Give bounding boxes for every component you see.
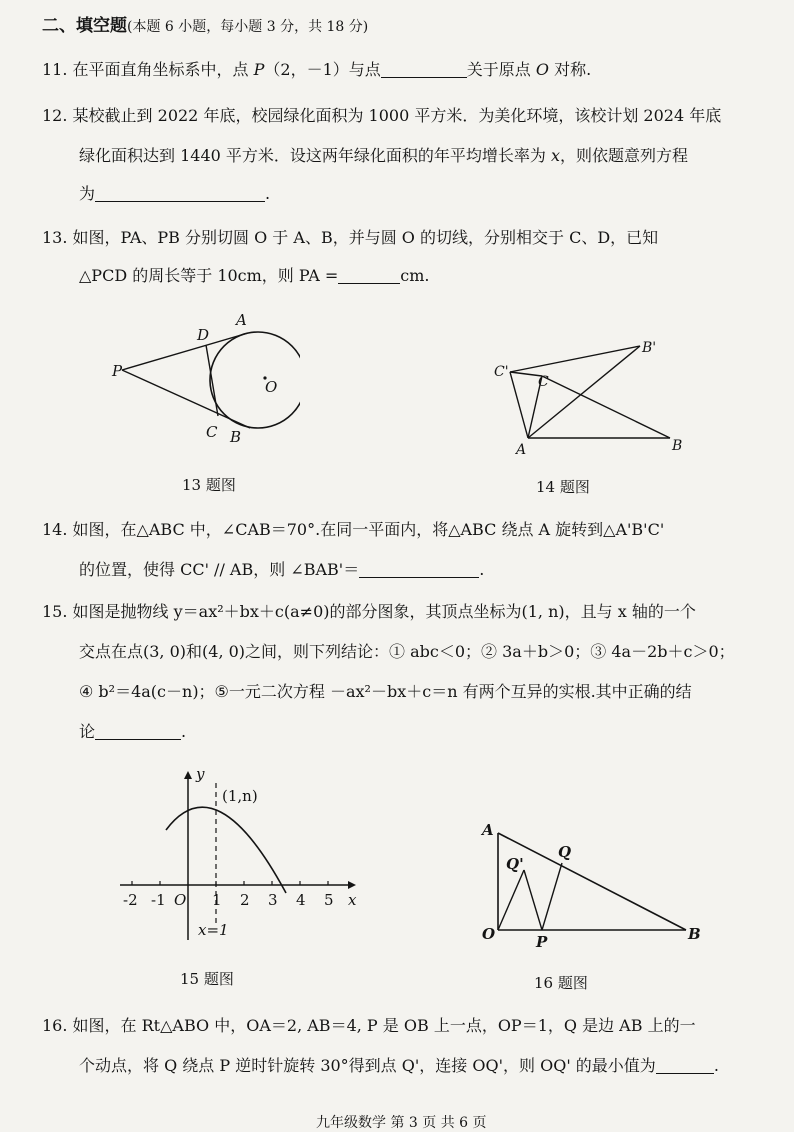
q12-answer-blank[interactable] xyxy=(95,187,265,202)
x-tick-label: 5 xyxy=(324,891,334,909)
parabola-curve xyxy=(166,807,286,893)
x-tick-label: 3 xyxy=(268,891,278,909)
x-tick-label: 1 xyxy=(212,891,222,909)
q16-line-2a: 个动点，将 Q 绕点 P 逆时针旋转 30°得到点 Q'，连接 OQ'，则 OQ' 的最小值为 xyxy=(79,1056,656,1075)
vertex-label: (1,n) xyxy=(222,787,258,805)
x-tick-label: 4 xyxy=(296,891,306,909)
page-footer: 九年级数学 第 3 页 共 6 页 xyxy=(316,1115,487,1131)
question-12-line-2 xyxy=(79,146,688,166)
segment-c1b1 xyxy=(510,346,640,372)
q11-text-c: 关于原点 xyxy=(466,60,536,79)
q13-line-2a: △PCD 的周长等于 10cm，则 PA = xyxy=(79,266,339,285)
q11-text-a: 在平面直角坐标系中，点 xyxy=(72,60,254,79)
figure-16-caption: 16 题图 xyxy=(534,974,588,992)
figure-16 xyxy=(476,815,716,955)
section-title xyxy=(42,16,368,37)
q16-line-1: 如图，在 Rt△ABO 中，OA＝2, AB＝4, P 是 OB 上一点，OP＝1，Q 是边 AB 上的一 xyxy=(72,1016,696,1035)
section-note: (本题 6 小题，每小题 3 分，共 18 分) xyxy=(127,19,369,35)
segment-oq1 xyxy=(498,870,524,930)
segment-ab1 xyxy=(528,346,640,438)
q15-number: 15. xyxy=(42,602,68,621)
origin-label: O xyxy=(174,891,187,909)
question-12-line-1 xyxy=(42,106,721,126)
x-tick-label: 2 xyxy=(240,891,250,909)
x-tick-label: -2 xyxy=(123,891,138,909)
q14-line-2b: . xyxy=(479,560,485,579)
q16-number: 16. xyxy=(42,1016,68,1035)
question-14-line-2 xyxy=(79,560,484,580)
x-axis-arrow-icon xyxy=(348,881,356,889)
q15-line-4b: . xyxy=(181,722,187,741)
figure-15-caption: 15 题图 xyxy=(180,970,234,988)
figure-15 xyxy=(110,765,370,950)
y-axis-arrow-icon xyxy=(184,771,192,779)
segment-ac1 xyxy=(510,372,528,438)
label-a: A xyxy=(482,821,494,839)
question-11 xyxy=(42,60,591,80)
q16-line-2b: . xyxy=(713,1056,719,1075)
section-title-text: 二、填空题 xyxy=(42,16,127,36)
q15-answer-blank[interactable] xyxy=(95,725,181,740)
question-16-line-1 xyxy=(42,1016,696,1036)
label-b-prime: B' xyxy=(642,340,657,356)
segment-pq xyxy=(542,863,562,930)
label-q: Q xyxy=(558,843,572,861)
question-13-line-2 xyxy=(79,266,429,286)
symmetry-axis-label: x=1 xyxy=(198,921,229,939)
q15-line-4a: 论 xyxy=(79,722,96,741)
q12-number: 12. xyxy=(42,106,68,125)
x-tick-label: -1 xyxy=(151,891,166,909)
q15-line-3: ④ b²＝4a(c－n)；⑤一元二次方程 －ax²－bx＋c＝n 有两个互异的实根.其中正确的结 xyxy=(79,682,692,701)
question-16-line-2 xyxy=(79,1056,719,1076)
segment-q1p xyxy=(524,870,542,930)
label-d: D xyxy=(197,326,210,344)
segment-ab xyxy=(498,833,686,930)
question-13-line-1 xyxy=(42,228,658,248)
q12-var: x xyxy=(550,146,561,165)
segment-cb xyxy=(542,376,670,438)
label-c: C xyxy=(206,423,218,441)
q14-line-1: 如图，在△ABC 中，∠CAB＝70°.在同一平面内，将△ABC 绕点 A 旋转到△A'B'C' xyxy=(72,520,665,539)
q14-number: 14. xyxy=(42,520,68,539)
label-q-prime: Q' xyxy=(506,855,524,873)
q11-number: 11. xyxy=(42,60,68,79)
q13-line-2b: cm. xyxy=(400,266,430,285)
label-p: P xyxy=(112,362,123,380)
q15-line-1: 如图是抛物线 y＝ax²＋bx＋c(a≠0)的部分图象，其顶点坐标为(1, n)，且与 x 轴的一个 xyxy=(72,602,696,621)
q11-origin: O xyxy=(535,60,549,79)
question-15-line-1 xyxy=(42,602,696,622)
circle-o xyxy=(210,332,300,428)
q12-line-1: 某校截止到 2022 年底，校园绿化面积为 1000 平方米．为美化环境，该校计划 2024 年底 xyxy=(72,106,722,125)
q12-line-2a: 绿化面积达到 1440 平方米．设这两年绿化面积的年平均增长率为 xyxy=(79,146,551,165)
q12-line-3a: 为 xyxy=(79,184,96,203)
figure-13 xyxy=(100,300,300,460)
label-a: A xyxy=(236,311,247,329)
q14-answer-blank[interactable] xyxy=(359,563,479,578)
y-axis-label: y xyxy=(196,765,205,783)
q11-text-b: （2，－1）与点 xyxy=(264,60,381,79)
q13-number: 13. xyxy=(42,228,68,247)
q11-text-d: 对称. xyxy=(549,60,592,79)
label-c-prime: C' xyxy=(494,364,509,380)
label-a: A xyxy=(516,442,527,458)
q11-answer-blank[interactable] xyxy=(381,63,467,78)
q12-line-2b: ，则依题意列方程 xyxy=(560,146,689,165)
label-o: O xyxy=(265,378,278,396)
q12-line-3b: . xyxy=(265,184,271,203)
label-c: C xyxy=(538,374,549,390)
figure-13-caption: 13 题图 xyxy=(182,476,236,494)
label-b: B xyxy=(672,438,683,454)
q15-line-2: 交点在点(3, 0)和(4, 0)之间，则下列结论：① abc＜0；② 3a＋b＞0；③ 4a－2b＋c＞0； xyxy=(79,642,735,661)
question-15-line-2 xyxy=(79,642,735,662)
label-b: B xyxy=(230,428,242,446)
q16-answer-blank[interactable] xyxy=(656,1059,714,1074)
x-axis-label: x xyxy=(348,891,357,909)
q13-line-1: 如图，PA、PB 分别切圆 O 于 A、B，并与圆 O 的切线，分别相交于 C、D，已知 xyxy=(72,228,659,247)
question-14-line-1 xyxy=(42,520,664,540)
figure-14 xyxy=(480,330,700,460)
q11-point: P xyxy=(253,60,265,79)
question-12-line-3 xyxy=(79,184,270,204)
label-o: O xyxy=(482,925,496,943)
figure-14-caption: 14 题图 xyxy=(536,478,590,496)
q14-line-2a: 的位置，使得 CC' // AB，则 ∠BAB'＝ xyxy=(79,560,360,579)
tangent-pa xyxy=(122,333,248,370)
label-b: B xyxy=(688,925,701,943)
question-15-line-4 xyxy=(79,722,186,742)
tangent-pb xyxy=(122,370,250,428)
q13-answer-blank[interactable] xyxy=(338,269,400,284)
label-p: P xyxy=(536,933,548,951)
question-15-line-3 xyxy=(79,682,692,702)
